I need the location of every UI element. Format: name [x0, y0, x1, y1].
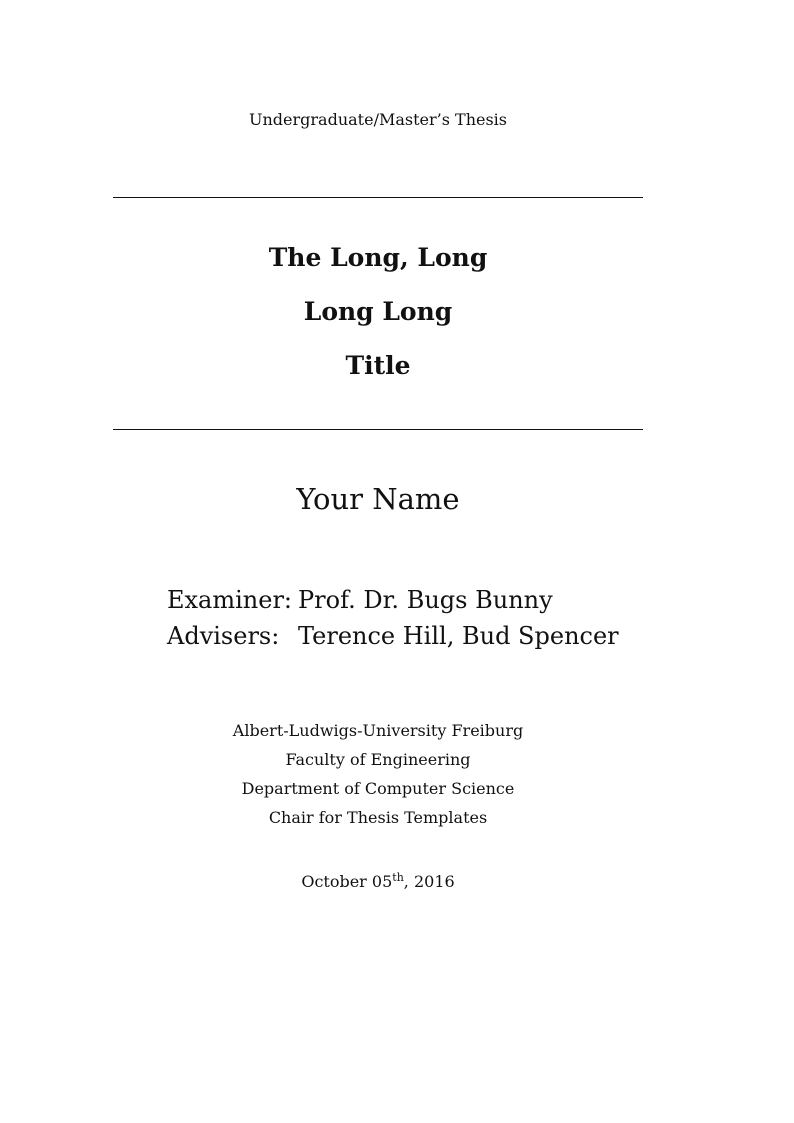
department: Department of Computer Science [241, 779, 515, 798]
top-rule [113, 197, 643, 198]
affiliation-block [233, 716, 523, 832]
submission-date [301, 871, 454, 893]
examiner-label: Examiner: [167, 586, 293, 614]
date-ordinal-suffix: th [392, 871, 404, 884]
examiner-value: Prof. Dr. Bugs Bunny [298, 586, 553, 614]
advisers-label: Advisers: [167, 622, 280, 650]
advisers-row [167, 618, 619, 654]
thesis-type: Undergraduate/Master’s Thesis [249, 110, 507, 129]
title-line-2: Long Long [303, 297, 453, 326]
supervision-block [167, 582, 619, 654]
author-name: Your Name [296, 482, 460, 516]
date-year: , 2016 [403, 872, 455, 891]
examiner-row [167, 582, 619, 618]
chair: Chair for Thesis Templates [268, 808, 488, 827]
advisers-value: Terence Hill, Bud Spencer [298, 622, 619, 650]
bottom-rule [113, 429, 643, 430]
date-month-day: October 05 [301, 872, 393, 891]
faculty: Faculty of Engineering [285, 750, 471, 769]
title-line-3: Title [345, 351, 411, 380]
title-line-1: The Long, Long [268, 243, 488, 272]
university: Albert-Ludwigs-University Freiburg [232, 721, 524, 740]
